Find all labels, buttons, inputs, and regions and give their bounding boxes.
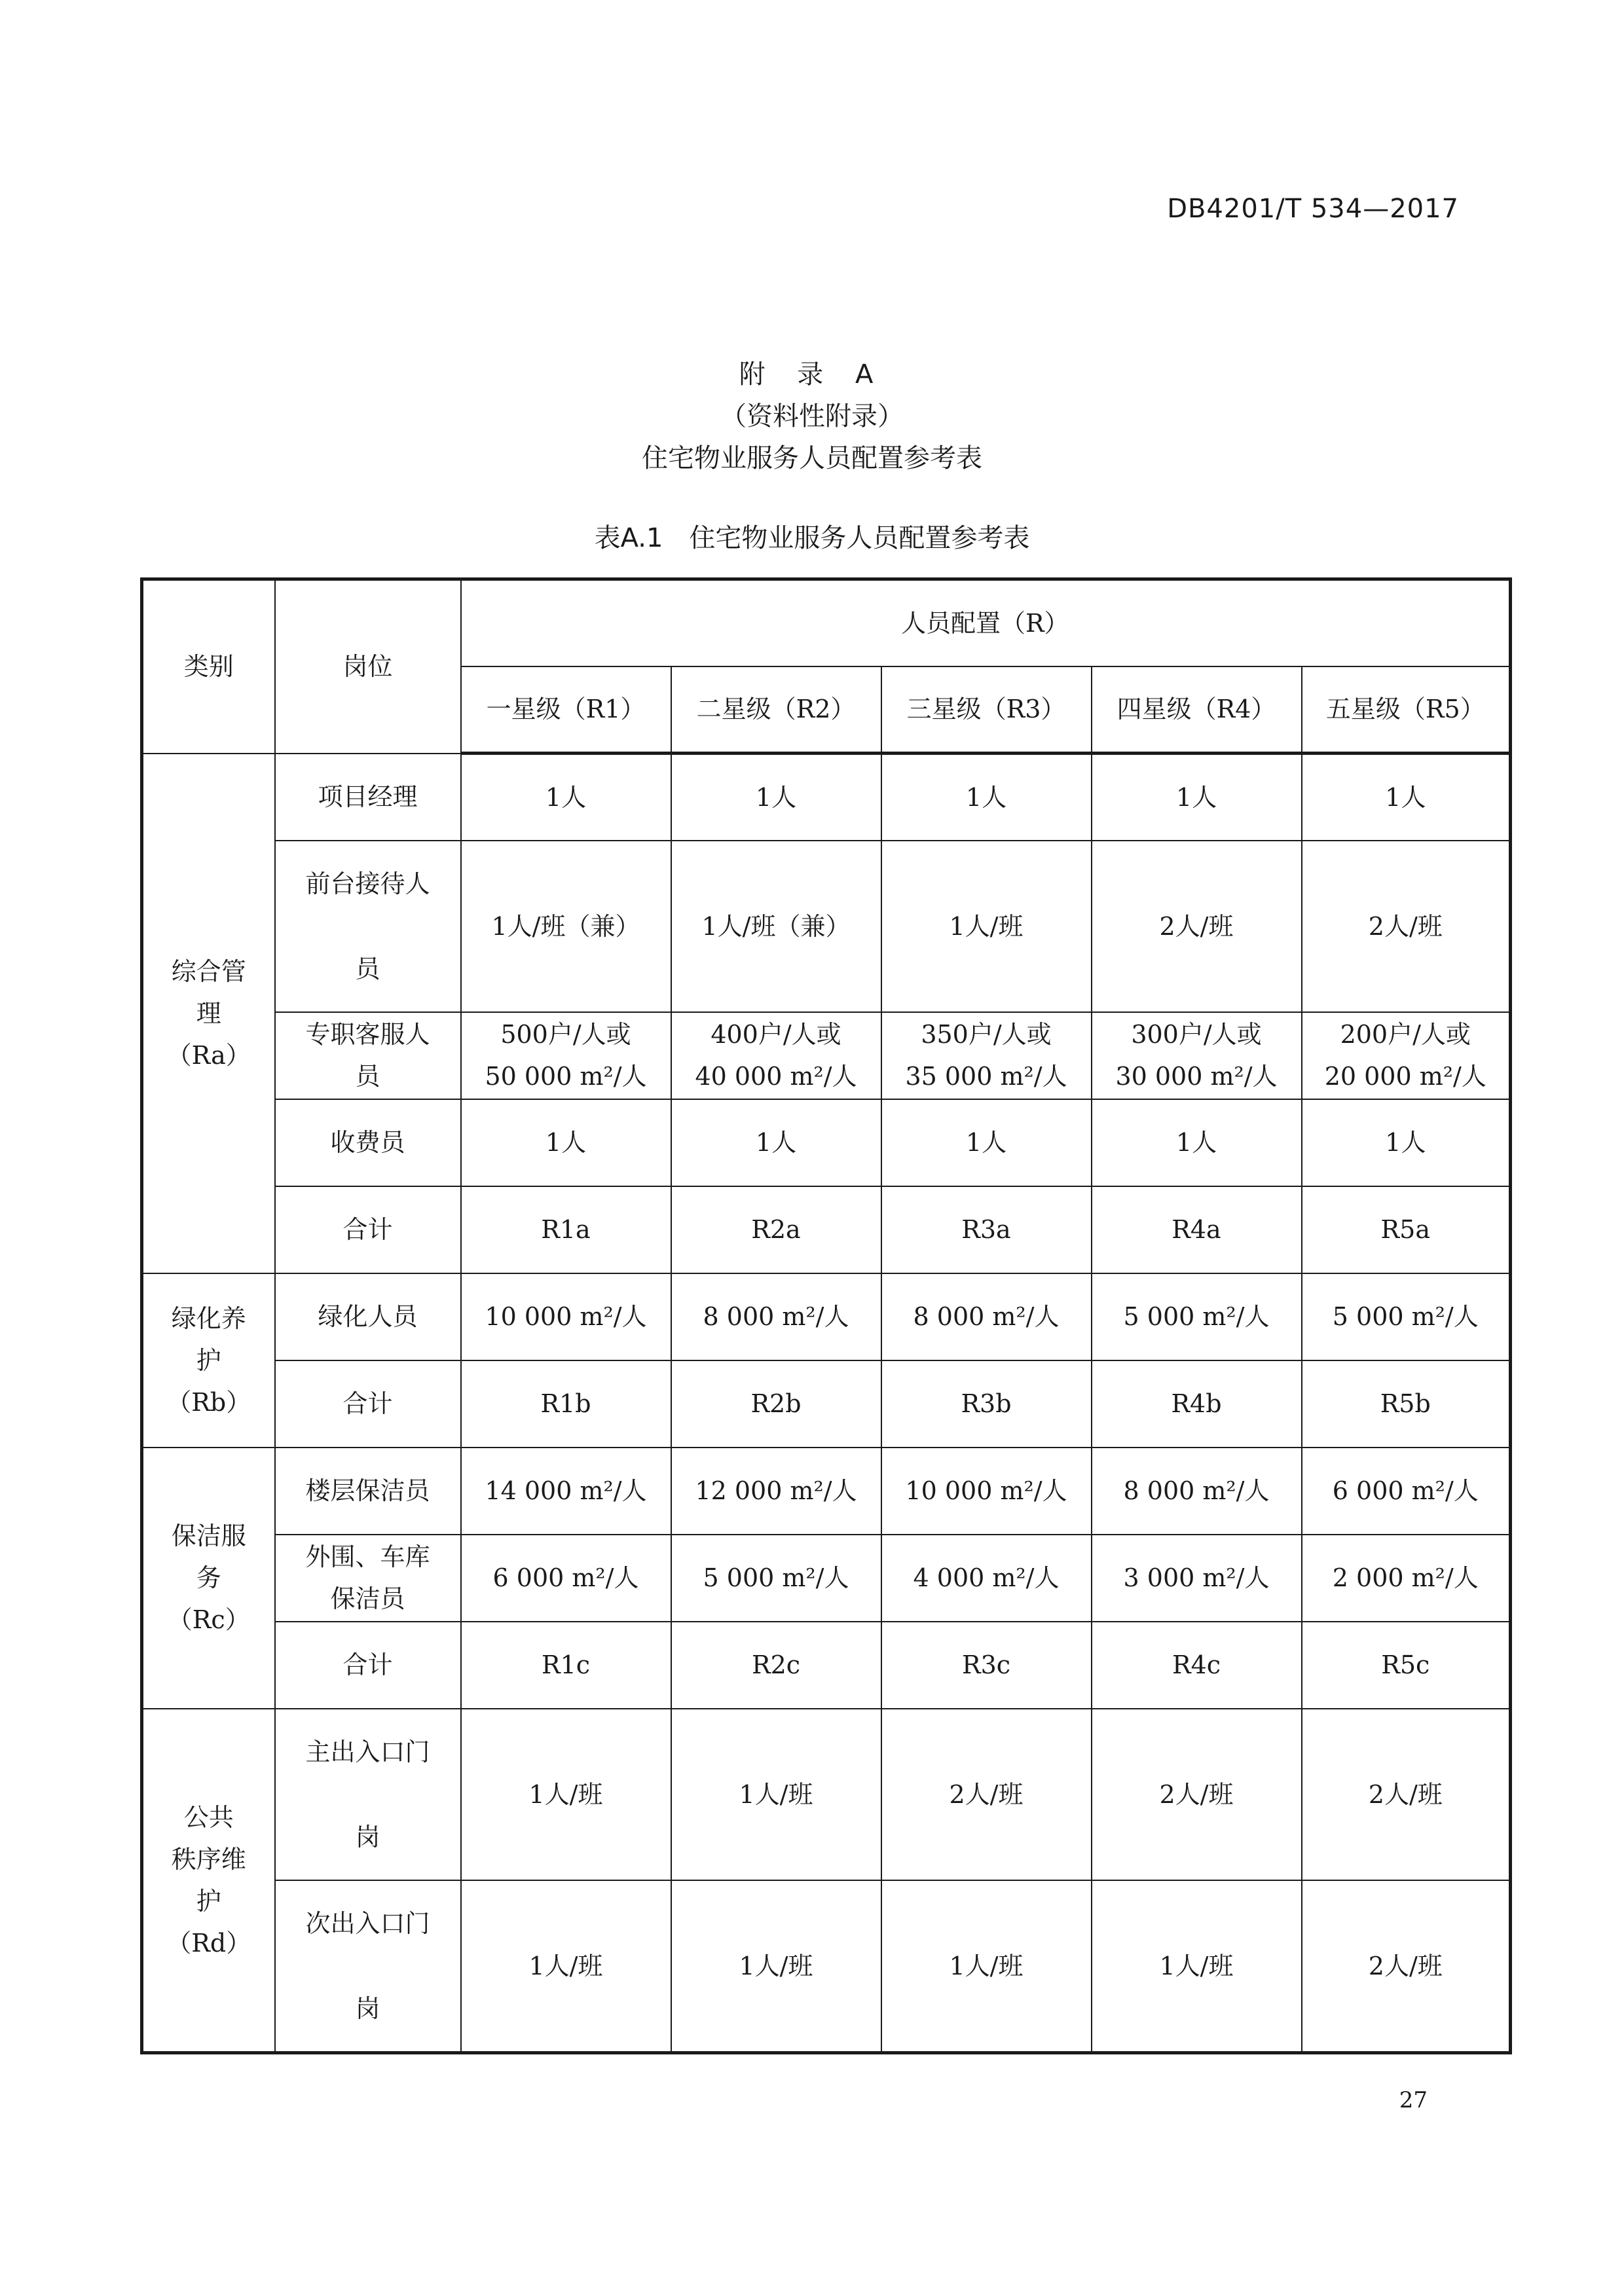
category-line: （Ra） — [166, 1040, 251, 1070]
post-line: 绿化人员 — [318, 1302, 418, 1331]
post-line: 岗 — [355, 1994, 380, 2023]
category-line: （Rd） — [166, 1928, 251, 1958]
value-cell-r1: 1人 — [461, 754, 671, 841]
value-cell-r5: 2 000 m²/人 — [1302, 1535, 1511, 1622]
post-line: 外围、车库 — [305, 1542, 430, 1571]
value-cell-r2: 1人/班 — [671, 1709, 881, 1880]
header-post: 岗位 — [275, 579, 461, 754]
value-cell-r3: 1人/班 — [881, 1880, 1092, 2053]
staffing-table-body — [142, 579, 1511, 2053]
value-cell-r3: 10 000 m²/人 — [881, 1448, 1092, 1535]
value-cell-r3: 2人/班 — [881, 1709, 1092, 1880]
header-level-r2: 二星级（R2） — [671, 666, 881, 754]
value-cell-r5: 2人/班 — [1302, 1880, 1511, 2053]
post-line: 专职客服人 — [305, 1020, 430, 1049]
value-line: 400户/人或 — [710, 1020, 841, 1049]
value-cell-r2: R2c — [671, 1622, 881, 1709]
value-cell-r5: R5a — [1302, 1186, 1511, 1273]
post-line: 前台接待人 — [305, 869, 430, 898]
value-cell-r3: R3c — [881, 1622, 1092, 1709]
category-line: 护 — [196, 1345, 221, 1375]
post-cell — [275, 1622, 461, 1709]
category-line: （Rb） — [166, 1387, 251, 1417]
value-line: 200户/人或 — [1340, 1020, 1471, 1049]
post-cell — [275, 1273, 461, 1360]
post-cell — [275, 1360, 461, 1448]
value-cell-r4: R4a — [1092, 1186, 1302, 1273]
value-cell-r3 — [881, 1012, 1092, 1099]
appendix-title: 住宅物业服务人员配置参考表 — [642, 443, 982, 473]
value-cell-r5: 1人 — [1302, 754, 1511, 841]
value-line: 350户/人或 — [921, 1020, 1052, 1049]
value-cell-r2: 1人 — [671, 754, 881, 841]
value-cell-r5 — [1302, 1012, 1511, 1099]
value-cell-r2: R2a — [671, 1186, 881, 1273]
value-line: 500户/人或 — [500, 1020, 631, 1049]
category-line: 综合管 — [171, 957, 246, 986]
header-level-r5: 五星级（R5） — [1302, 666, 1511, 754]
value-cell-r3: 4 000 m²/人 — [881, 1535, 1092, 1622]
value-cell-r2 — [671, 1012, 881, 1099]
value-cell-r3: 1人/班 — [881, 841, 1092, 1012]
appendix-label: 附 录 A — [739, 359, 885, 390]
value-cell-r4: R4c — [1092, 1622, 1302, 1709]
value-cell-r1: 14 000 m²/人 — [461, 1448, 671, 1535]
value-cell-r1: R1c — [461, 1622, 671, 1709]
category-line: （Rc） — [167, 1605, 250, 1634]
table-row — [142, 1360, 1511, 1448]
post-line: 员 — [355, 954, 380, 983]
value-cell-r1: R1a — [461, 1186, 671, 1273]
value-cell-r4: 3 000 m²/人 — [1092, 1535, 1302, 1622]
value-line: 30 000 m²/人 — [1115, 1062, 1278, 1091]
value-cell-r3: 1人 — [881, 754, 1092, 841]
value-cell-r4 — [1092, 1012, 1302, 1099]
value-cell-r5: 6 000 m²/人 — [1302, 1448, 1511, 1535]
header-staffing: 人员配置（R） — [461, 579, 1511, 666]
value-line: 40 000 m²/人 — [695, 1062, 857, 1091]
value-cell-r5: 5 000 m²/人 — [1302, 1273, 1511, 1360]
value-cell-r5: 2人/班 — [1302, 841, 1511, 1012]
value-cell-r4: 2人/班 — [1092, 1709, 1302, 1880]
table-row — [142, 1186, 1511, 1273]
category-line: 护 — [196, 1886, 221, 1916]
value-cell-r1: 1人 — [461, 1099, 671, 1186]
header-category: 类别 — [142, 579, 275, 754]
table-row — [142, 841, 1511, 1012]
post-cell — [275, 1535, 461, 1622]
table-caption: 表A.1 住宅物业服务人员配置参考表 — [594, 523, 1030, 553]
post-line: 保洁员 — [330, 1584, 405, 1613]
post-cell — [275, 841, 461, 1012]
post-cell — [275, 1186, 461, 1273]
value-line: 300户/人或 — [1131, 1020, 1262, 1049]
appendix-nature: （资料性附录） — [720, 401, 904, 431]
value-cell-r4: 5 000 m²/人 — [1092, 1273, 1302, 1360]
post-line: 合计 — [342, 1650, 393, 1679]
value-cell-r4: 1人 — [1092, 1099, 1302, 1186]
table-row — [142, 1709, 1511, 1880]
staffing-table — [140, 577, 1512, 2054]
value-cell-r2: 12 000 m²/人 — [671, 1448, 881, 1535]
table-row — [142, 1273, 1511, 1360]
value-cell-r1: 1人/班 — [461, 1880, 671, 2053]
value-cell-r5: 1人 — [1302, 1099, 1511, 1186]
post-cell — [275, 1099, 461, 1186]
value-cell-r2: 1人 — [671, 1099, 881, 1186]
post-line: 主出入口门 — [305, 1737, 430, 1766]
category-line: 保洁服 — [171, 1522, 246, 1550]
post-line: 岗 — [355, 1822, 380, 1851]
category-cell-comprehensive-management — [142, 754, 275, 1273]
header-level-r4: 四星级（R4） — [1092, 666, 1302, 754]
post-line: 员 — [355, 1062, 380, 1091]
value-cell-r1: 1人/班 — [461, 1709, 671, 1880]
value-cell-r1: R1b — [461, 1360, 671, 1448]
post-cell — [275, 1880, 461, 2053]
value-cell-r5: 2人/班 — [1302, 1709, 1511, 1880]
document-code: DB4201/T 534—2017 — [1167, 194, 1459, 224]
post-cell — [275, 1448, 461, 1535]
table-row — [142, 754, 1511, 841]
value-cell-r2: 5 000 m²/人 — [671, 1535, 881, 1622]
value-cell-r1 — [461, 1012, 671, 1099]
value-cell-r2: 1人/班 — [671, 1880, 881, 2053]
value-cell-r5: R5b — [1302, 1360, 1511, 1448]
value-line: 20 000 m²/人 — [1324, 1062, 1486, 1091]
value-cell-r2: 1人/班（兼） — [671, 841, 881, 1012]
post-line: 合计 — [342, 1215, 393, 1244]
value-cell-r3: R3a — [881, 1186, 1092, 1273]
post-line: 次出入口门 — [305, 1908, 430, 1938]
category-line: 秩序维 — [171, 1844, 246, 1874]
category-cell-greening — [142, 1273, 275, 1448]
table-row — [142, 1099, 1511, 1186]
category-cell-cleaning — [142, 1448, 275, 1709]
post-line: 合计 — [342, 1389, 393, 1418]
value-cell-r1: 6 000 m²/人 — [461, 1535, 671, 1622]
post-cell — [275, 1012, 461, 1099]
post-line: 楼层保洁员 — [305, 1476, 430, 1505]
value-cell-r3: R3b — [881, 1360, 1092, 1448]
table-row — [142, 1535, 1511, 1622]
table-row — [142, 1622, 1511, 1709]
value-cell-r2: 8 000 m²/人 — [671, 1273, 881, 1360]
table-row — [142, 1448, 1511, 1535]
value-cell-r4: R4b — [1092, 1360, 1302, 1448]
value-cell-r1: 10 000 m²/人 — [461, 1273, 671, 1360]
value-cell-r3: 8 000 m²/人 — [881, 1273, 1092, 1360]
category-line: 务 — [196, 1563, 221, 1592]
category-line: 公共 — [183, 1802, 234, 1832]
table-row — [142, 1012, 1511, 1099]
page-number: 27 — [1399, 2087, 1428, 2113]
value-cell-r1: 1人/班（兼） — [461, 841, 671, 1012]
value-line: 35 000 m²/人 — [905, 1062, 1067, 1091]
value-cell-r3: 1人 — [881, 1099, 1092, 1186]
value-cell-r4: 2人/班 — [1092, 841, 1302, 1012]
category-line: 理 — [196, 998, 221, 1028]
value-line: 50 000 m²/人 — [485, 1062, 647, 1091]
header-level-r3: 三星级（R3） — [881, 666, 1092, 754]
value-cell-r4: 1人 — [1092, 754, 1302, 841]
header-level-r1: 一星级（R1） — [461, 666, 671, 754]
value-cell-r4: 8 000 m²/人 — [1092, 1448, 1302, 1535]
category-line: 绿化养 — [171, 1303, 246, 1333]
category-cell-public-order — [142, 1709, 275, 2053]
post-line: 收费员 — [330, 1128, 405, 1157]
value-cell-r2: R2b — [671, 1360, 881, 1448]
post-line: 项目经理 — [318, 782, 418, 811]
post-cell — [275, 1709, 461, 1880]
post-cell — [275, 754, 461, 841]
value-cell-r5: R5c — [1302, 1622, 1511, 1709]
value-cell-r4: 1人/班 — [1092, 1880, 1302, 2053]
table-row — [142, 1880, 1511, 2053]
